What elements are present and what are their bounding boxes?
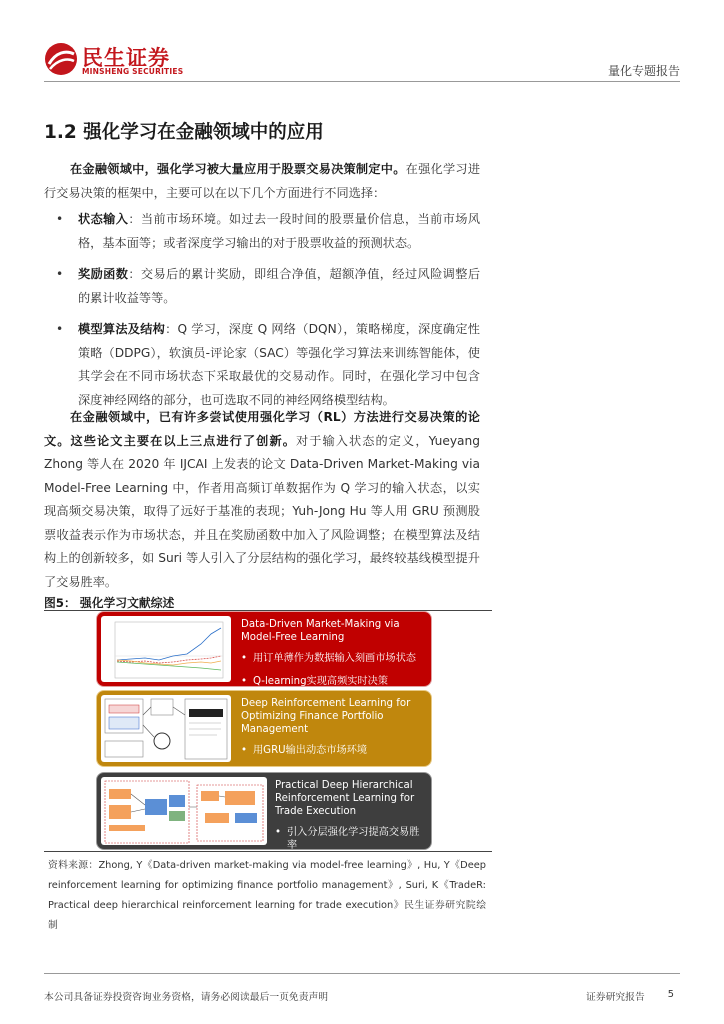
panel-text (241, 618, 423, 698)
list-item (56, 263, 480, 310)
panel-bullet: • (241, 653, 248, 664)
paper-title: Data-Driven Market-Making via Model-Free Learning (241, 619, 400, 643)
panel-point: • 用订单薄作为数据输入刻画市场状态 (241, 653, 416, 664)
literature-bold: 在金融领域中，已有许多尝试使用强化学习（RL）方法进行交易决策的论文。这些论文主要在以上三点进行了创新。 (44, 410, 480, 448)
intro-bold: 在金融领域中，强化学习被大量应用于股票交易决策制定中。 (70, 162, 406, 176)
list-item (56, 318, 480, 412)
paper-thumbnail-diagram (101, 695, 231, 762)
intro-text: 在强化学习进行交易决策的框架中，主要可以在以下几个方面进行不同选择： (44, 162, 481, 200)
bullet-dot: • (56, 322, 64, 336)
literature-paragraph (44, 406, 480, 594)
footer-disclaimer: 本公司具备证券投资咨询业务资格，请务必阅读最后一页免责声明 (44, 992, 329, 1003)
figure-panel-hierarchical-rl (96, 772, 432, 850)
paper-thumbnail-chart (101, 616, 231, 682)
page-number: 5 (667, 989, 674, 1000)
panel-point: • Q-learning实现高频实时决策 (241, 676, 389, 687)
report-type: 量化专题报告 (607, 64, 680, 78)
panel-bullet: • (241, 745, 248, 756)
figure-caption: 图5： 强化学习文献综述 (44, 596, 175, 610)
footer-divider (44, 973, 680, 974)
bullet-list (56, 208, 480, 420)
brand-name-en: MINSHENG SECURITIES (82, 67, 184, 76)
line-chart-thumbnail-icon (101, 616, 231, 682)
bullet-text: ：交易后的累计奖励，即组合净值，超额净值，经过风险调整后的累计收益等等。 (78, 267, 481, 305)
panel-point: • 引入分层强化学习提高交易胜率 (275, 827, 420, 851)
flowchart-thumbnail-icon (101, 777, 267, 845)
paper-title: Deep Reinforcement Learning for Optimizing Finance Portfolio Management (241, 698, 411, 735)
footer-label: 证券研究报告 (586, 992, 645, 1003)
bullet-text: ：当前市场环境。如过去一段时间的股票量价信息，当前市场风格，基本面等；或者深度学习输出的对于股票收益的预测状态。 (78, 212, 481, 250)
panel-point: • 用GRU输出动态市场环境 (241, 745, 368, 756)
paper-thumbnail-flowchart (101, 777, 267, 845)
section-title: 1.2 强化学习在金融领域中的应用 (44, 122, 324, 143)
brand-logo (44, 42, 184, 78)
brand-name-cn: 民生证券 (82, 46, 170, 70)
bullet-text: ：Q 学习，深度 Q 网络（DQN），策略梯度，深度确定性策略（DDPG），软演员-评论家（SAC）等强化学习算法来训练智能体，使其学会在不同市场状态下采取最优的交易动作。同时，在强化学习中包含深度神经网络的部分，也可选取不同的神经网络模型结构。 (78, 322, 480, 407)
intro-paragraph (44, 158, 480, 205)
figure-source: 资料来源：Zhong, Y《Data-driven market-making via model-free learning》, Hu, Y《Deep reinforcement learning for optimizing finance portfolio management》, Suri, K《TradeR: Practical deep hierarchical reinforcement learning for trade execution》民生证券研究院绘制 (48, 860, 486, 931)
figure-bottom-rule (44, 851, 492, 852)
header-divider (44, 81, 680, 82)
panel-text (275, 779, 423, 862)
bullet-term: 状态输入 (78, 212, 129, 226)
literature-text: 对于输入状态的定义，Yueyang Zhong 等人在 2020 年 IJCAI 上发表的论文 Data-Driven Market-Making via Model-Free Learning 中，作者用高频订单数据作为 Q 学习的输入状态，以实现高频交易决策，取得了远好于基准的表现；Yuh-Jong Hu 等人用 GRU 预测股票收益表示作为市场状态，并且在奖励函数中加入了风险调整；在模型算法及结构上的创新较多，如 Suri 等人引入了分层结构的强化学习，最终较基线模型提升了交易胜率。 (44, 433, 480, 589)
minsheng-logo-icon (44, 42, 78, 76)
bullet-term: 模型算法及结构 (78, 322, 166, 336)
bullet-term: 奖励函数 (78, 267, 129, 281)
architecture-diagram-thumbnail-icon (101, 695, 231, 762)
figure-panel-market-making (96, 611, 432, 687)
figure-panel-portfolio-management (96, 690, 432, 767)
bullet-dot: • (56, 267, 64, 281)
bullet-dot: • (56, 212, 64, 226)
panel-bullet: • (275, 827, 282, 838)
paper-title: Practical Deep Hierarchical Reinforcement Learning for Trade Execution (275, 780, 415, 817)
list-item (56, 208, 480, 255)
panel-bullet: • (241, 676, 248, 687)
